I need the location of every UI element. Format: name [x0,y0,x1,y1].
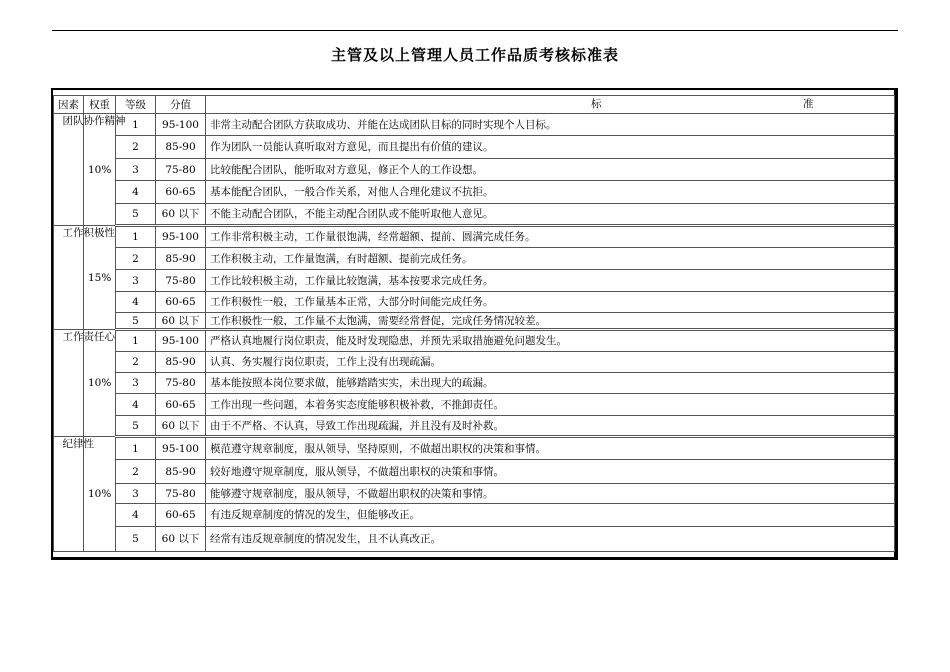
table-row [54,373,895,394]
standard-cell: 不能主动配合团队，不能主动配合团队或不能听取他人意见。 [206,204,895,226]
table-row [54,437,895,460]
score-cell: 60-65 [156,181,206,204]
standard-cell: 严格认真地履行岗位职责，能及时发现隐患，并预先采取措施避免问题发生。 [206,330,895,352]
header-grade: 等级 [116,96,156,114]
table-row [54,504,895,527]
weight-cell: 15% [84,226,116,330]
factor-cell [54,437,94,552]
score-cell: 75-80 [156,484,206,504]
top-rule [52,30,898,31]
table-row [54,527,895,552]
table-row [54,484,895,504]
score-cell: 85-90 [156,460,206,484]
score-cell: 95-100 [156,437,206,460]
standard-cell: 工作非常积极主动，工作量很饱满，经常超额、提前、圆满完成任务。 [206,226,895,248]
score-cell: 95-100 [156,114,206,136]
assessment-table [53,95,895,552]
standard-cell: 认真、务实履行岗位职责，工作上没有出现疏漏。 [206,352,895,373]
standard-cell: 工作积极主动，工作量饱满，有时超额、提前完成任务。 [206,248,895,270]
table-row [54,394,895,416]
grade-cell: 2 [116,248,156,270]
page-title: 主管及以上管理人员工作品质考核标准表 [330,46,619,64]
weight-cell: 10% [84,437,116,552]
score-cell: 85-90 [156,248,206,270]
grade-cell: 3 [116,373,156,394]
standard-cell: 比较能配合团队，能听取对方意见，修正个人的工作设想。 [206,159,895,181]
grade-cell: 4 [116,394,156,416]
score-cell: 95-100 [156,226,206,248]
table-row [54,270,895,292]
score-cell: 60 以下 [156,313,206,330]
grade-cell: 1 [116,330,156,352]
table-row [54,159,895,181]
table-row [54,292,895,313]
header-standard-left: 标 [591,98,602,110]
table-row [54,352,895,373]
factor-label: 纪律性 [62,438,94,450]
header-weight: 权重 [84,96,116,114]
grade-cell: 5 [116,313,156,330]
header-score: 分值 [156,96,206,114]
standard-cell: 经常有违反规章制度的情况发生，且不认真改正。 [206,527,895,552]
table-row [54,204,895,226]
weight-cell: 10% [84,330,116,437]
grade-cell: 2 [116,460,156,484]
table-row [54,460,895,484]
weight-cell: 10% [84,114,116,226]
factor-label: 团队协作精神 [62,115,126,127]
standard-cell: 基本能配合团队，一般合作关系，对他人合理化建议不抗拒。 [206,181,895,204]
standard-cell: 工作积极性一般，工作量不太饱满，需要经常督促，完成任务情况较差。 [206,313,895,330]
score-cell: 95-100 [156,330,206,352]
standard-cell: 作为团队一员能认真听取对方意见，而且提出有价值的建议。 [206,136,895,159]
grade-cell: 5 [116,527,156,552]
grade-cell: 4 [116,292,156,313]
grade-cell: 3 [116,484,156,504]
score-cell: 75-80 [156,159,206,181]
standard-cell: 工作出现一些问题，本着务实态度能够积极补救，不推卸责任。 [206,394,895,416]
factor-label: 工作责任心 [62,331,115,343]
grade-cell: 3 [116,159,156,181]
header-standard [206,96,895,114]
grade-cell: 5 [116,204,156,226]
header-factor: 因素 [54,96,84,114]
standard-cell: 较好地遵守规章制度，服从领导，不做超出职权的决策和事情。 [206,460,895,484]
standard-cell: 基本能按照本岗位要求做，能够踏踏实实，未出现大的疏漏。 [206,373,895,394]
grade-cell: 4 [116,181,156,204]
grade-cell: 1 [116,226,156,248]
table-row [54,181,895,204]
standard-cell: 有违反规章制度的情况的发生，但能够改正。 [206,504,895,527]
grade-cell: 1 [116,114,156,136]
standard-cell: 能够遵守规章制度，服从领导，不做超出职权的决策和事情。 [206,484,895,504]
score-cell: 60 以下 [156,527,206,552]
table-row [54,330,895,352]
standard-cell: 由于不严格、不认真，导致工作出现疏漏，并且没有及时补救。 [206,416,895,437]
table-row [54,226,895,248]
score-cell: 60 以下 [156,204,206,226]
score-cell: 85-90 [156,136,206,159]
table-row [54,114,895,136]
score-cell: 60-65 [156,504,206,527]
score-cell: 60-65 [156,292,206,313]
grade-cell: 4 [116,504,156,527]
table-row [54,136,895,159]
header-standard-right: 准 [803,98,814,110]
grade-cell: 2 [116,352,156,373]
grade-cell: 1 [116,437,156,460]
standard-cell: 模范遵守规章制度，服从领导，坚持原则，不做超出职权的决策和事情。 [206,437,895,460]
score-cell: 85-90 [156,352,206,373]
score-cell: 60 以下 [156,416,206,437]
standard-cell: 非常主动配合团队方获取成功、并能在达成团队目标的同时实现个人目标。 [206,114,895,136]
score-cell: 75-80 [156,270,206,292]
standard-cell: 工作比较积极主动，工作量比较饱满，基本按要求完成任务。 [206,270,895,292]
table-row [54,248,895,270]
grade-cell: 5 [116,416,156,437]
score-cell: 60-65 [156,394,206,416]
table-row [54,416,895,437]
standard-cell: 工作积极性一般，工作量基本正常，大部分时间能完成任务。 [206,292,895,313]
header-row [54,96,895,114]
table-row [54,313,895,330]
grade-cell: 2 [116,136,156,159]
score-cell: 75-80 [156,373,206,394]
grade-cell: 3 [116,270,156,292]
factor-label: 工作积极性 [62,227,115,239]
